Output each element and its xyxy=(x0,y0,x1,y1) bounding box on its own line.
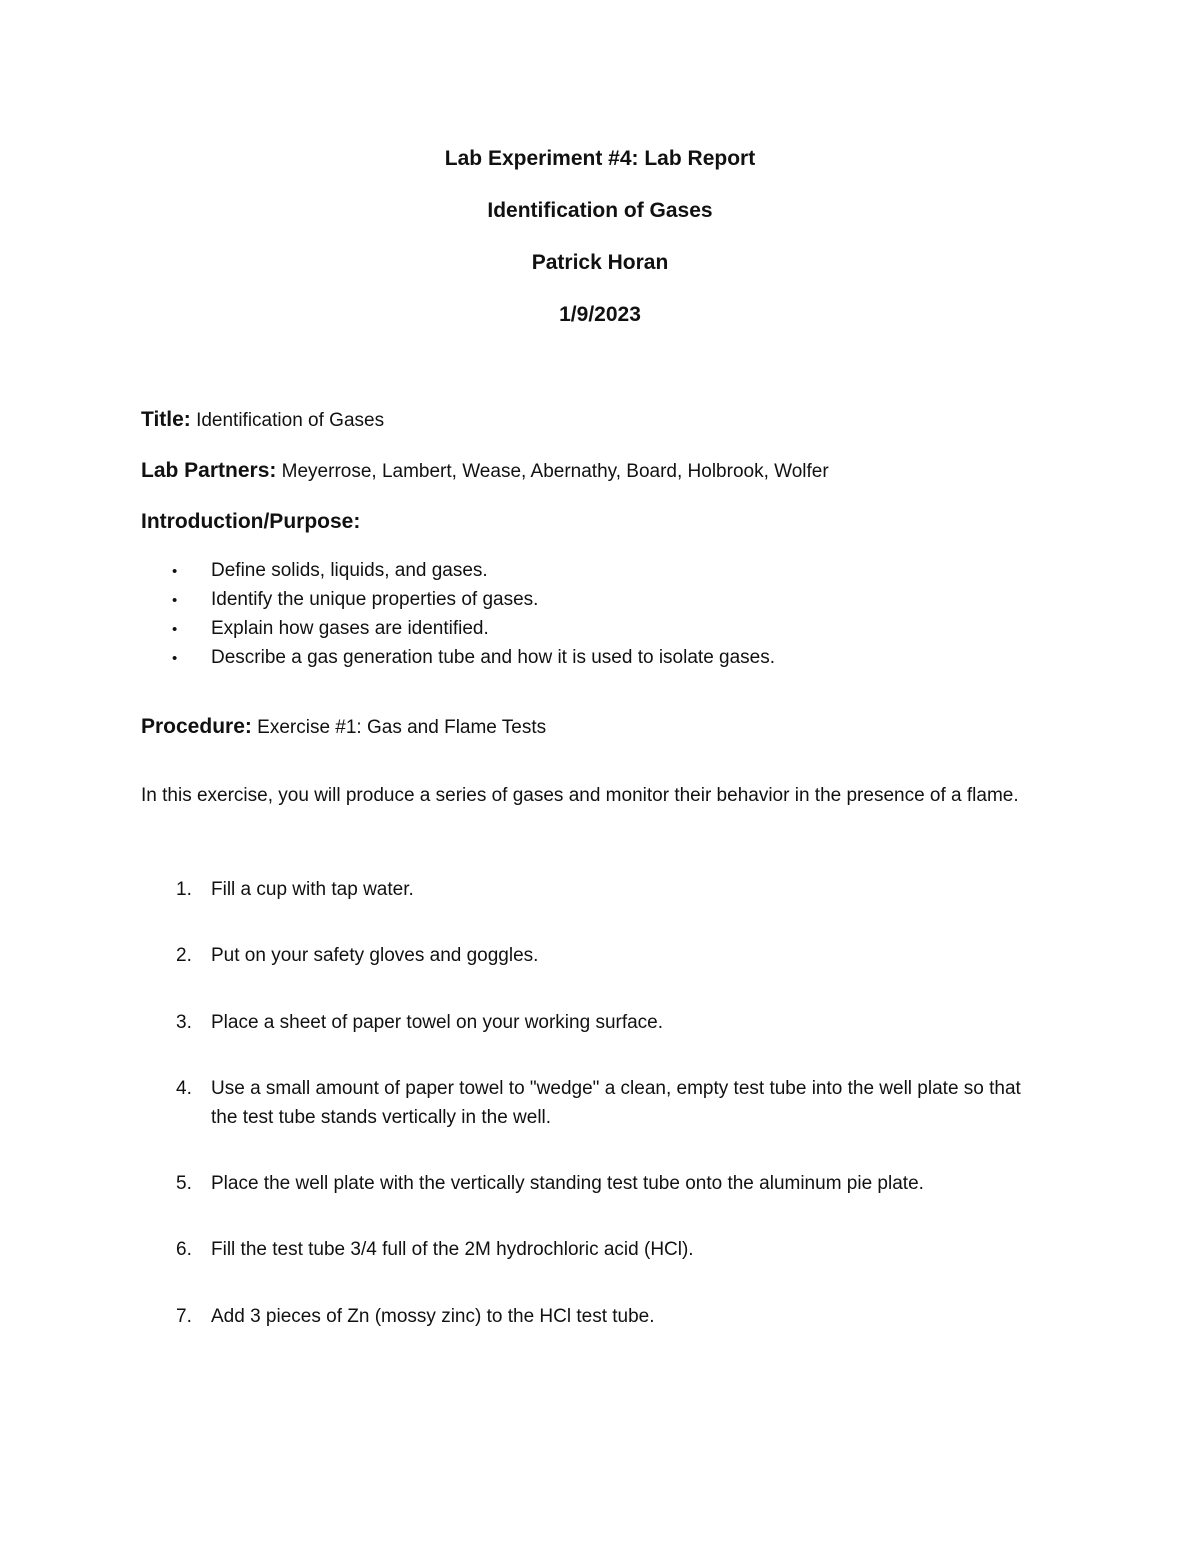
bullet-icon: • xyxy=(172,563,178,580)
title-field-value: Identification of Gases xyxy=(190,410,385,431)
procedure-label: Procedure: xyxy=(141,715,252,738)
step-number: 4. xyxy=(176,1078,192,1099)
procedure-step xyxy=(176,942,1041,971)
list-item-text: Define solids, liquids, and gases. xyxy=(211,560,488,581)
step-number: 7. xyxy=(176,1306,192,1327)
step-number: 1. xyxy=(176,879,192,900)
step-number: 2. xyxy=(176,945,192,966)
procedure-intro: In this exercise, you will produce a series of gases and monitor their behavior in the presence of a flame. xyxy=(141,785,1019,806)
bullet-icon: • xyxy=(172,650,178,667)
list-item xyxy=(172,586,538,615)
procedure-step xyxy=(176,1075,1041,1132)
step-text: Fill the test tube 3/4 full of the 2M hydrochloric acid (HCl). xyxy=(211,1239,694,1260)
procedure-line xyxy=(141,713,546,742)
step-text: Add 3 pieces of Zn (mossy zinc) to the HCl test tube. xyxy=(211,1306,655,1327)
list-item xyxy=(172,644,775,673)
list-item xyxy=(172,557,488,586)
list-item-text: Explain how gases are identified. xyxy=(211,618,489,639)
step-number: 6. xyxy=(176,1239,192,1260)
list-item-text: Describe a gas generation tube and how it is used to isolate gases. xyxy=(211,647,776,668)
report-date: 1/9/2023 xyxy=(559,303,641,326)
title-field-label: Title: xyxy=(141,408,191,431)
step-number: 5. xyxy=(176,1173,192,1194)
lab-partners-field xyxy=(141,457,829,486)
title-field xyxy=(141,406,384,435)
step-text: Place a sheet of paper towel on your working surface. xyxy=(211,1012,664,1033)
procedure-exercise: Exercise #1: Gas and Flame Tests xyxy=(251,717,547,738)
report-title: Lab Experiment #4: Lab Report xyxy=(444,147,756,170)
lab-partners-value: Meyerrose, Lambert, Wease, Abernathy, Board, Holbrook, Wolfer xyxy=(276,461,829,482)
step-text: Place the well plate with the vertically standing test tube onto the aluminum pie plate. xyxy=(211,1173,924,1194)
step-text: Fill a cup with tap water. xyxy=(211,879,414,900)
lab-partners-label: Lab Partners: xyxy=(141,459,277,482)
introduction-heading: Introduction/Purpose: xyxy=(141,510,361,533)
procedure-step xyxy=(176,1170,1041,1199)
procedure-step xyxy=(176,1303,1041,1332)
procedure-step xyxy=(176,1009,1041,1038)
report-subtitle: Identification of Gases xyxy=(487,199,713,222)
step-text: Put on your safety gloves and goggles. xyxy=(211,945,539,966)
step-number: 3. xyxy=(176,1012,192,1033)
report-author: Patrick Horan xyxy=(531,251,669,274)
list-item-text: Identify the unique properties of gases. xyxy=(211,589,539,610)
procedure-step xyxy=(176,1236,1041,1265)
bullet-icon: • xyxy=(172,621,178,638)
list-item xyxy=(172,615,489,644)
step-text: Use a small amount of paper towel to "wedge" a clean, empty test tube into the well plate so that the test tube stands vertically in the well. xyxy=(211,1078,1021,1128)
procedure-step xyxy=(176,876,1041,905)
bullet-icon: • xyxy=(172,592,178,609)
